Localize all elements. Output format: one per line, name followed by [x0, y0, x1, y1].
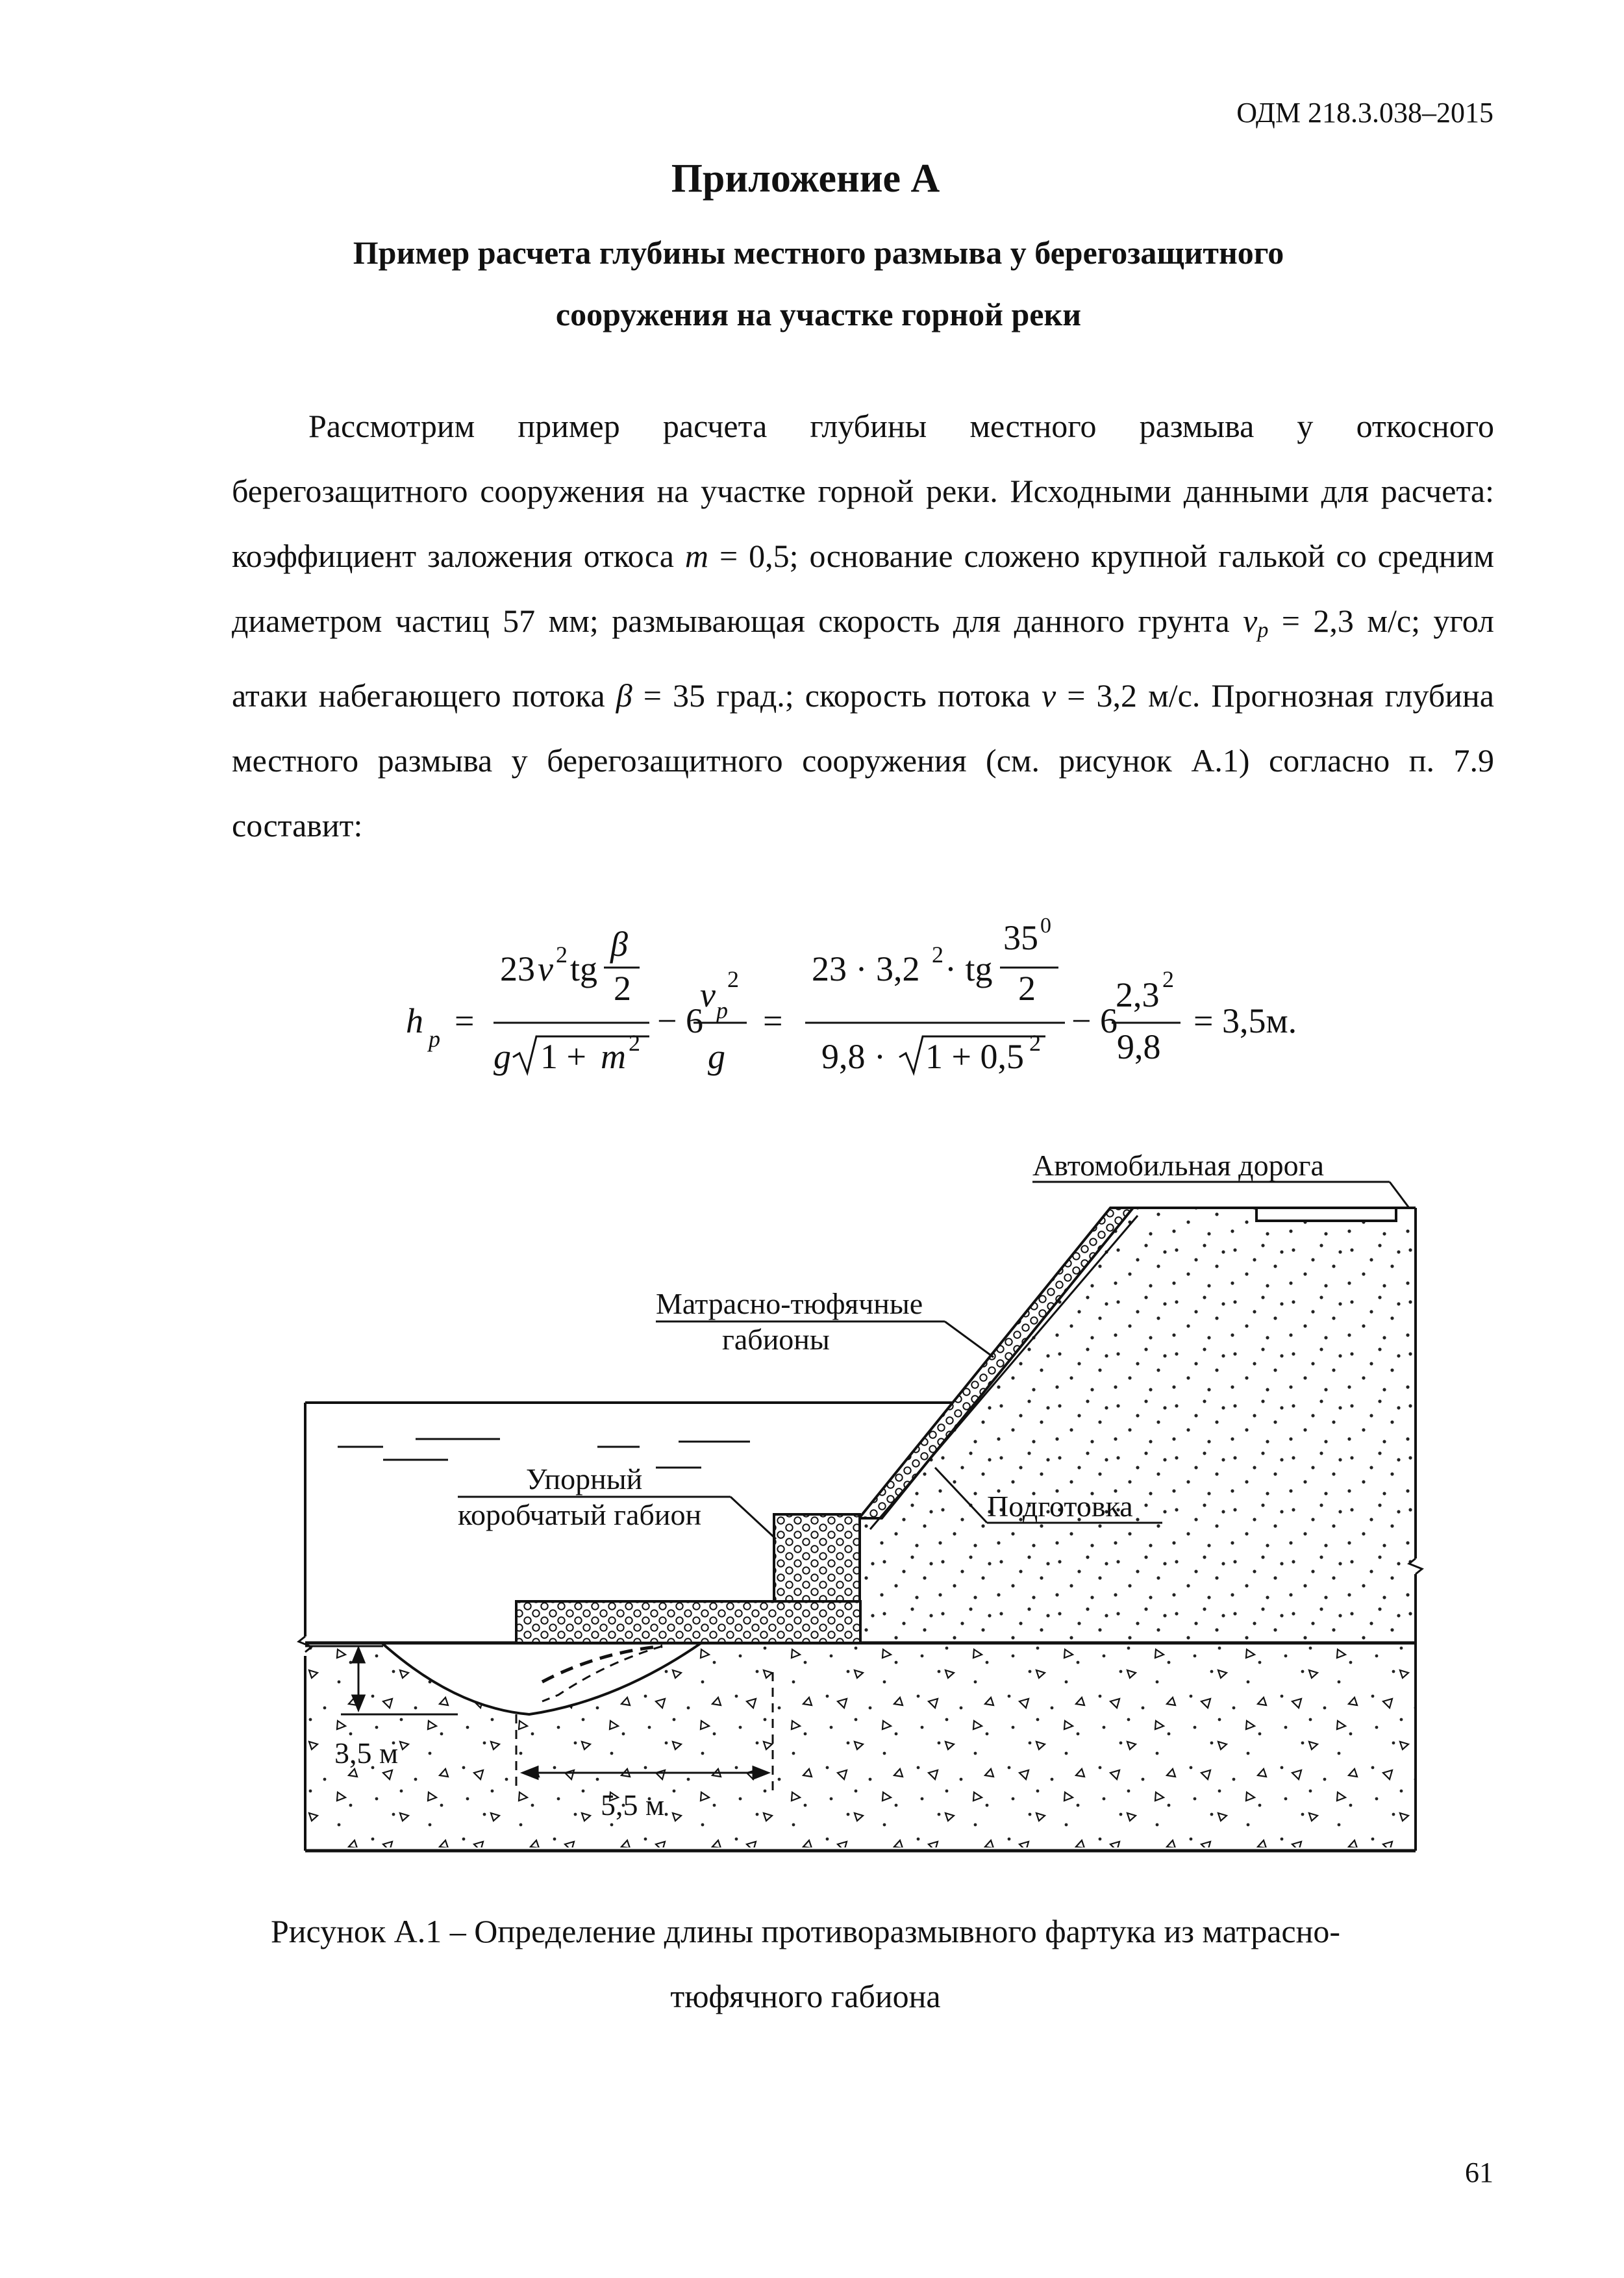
svg-text:β: β: [610, 925, 628, 964]
svg-text:p: p: [429, 1026, 440, 1052]
appendix-title: Приложение А: [671, 156, 940, 201]
svg-text:2: 2: [1162, 966, 1174, 992]
svg-text:9,8 ·: 9,8 ·: [821, 1037, 886, 1076]
svg-text:2: 2: [556, 942, 568, 968]
figure-caption-line-1: Рисунок А.1 – Определение длины противоразмывного фартука из матрасно-: [270, 1913, 1341, 1949]
svg-text:9,8: 9,8: [1117, 1027, 1161, 1066]
svg-text:m: m: [601, 1037, 626, 1076]
label-preparation: Подготовка: [987, 1490, 1133, 1523]
label-mattress-line-2: габионы: [722, 1323, 830, 1356]
svg-text:· tg: · tg: [945, 949, 993, 988]
svg-text:1 +: 1 +: [540, 1037, 586, 1076]
apron-mattress: [516, 1601, 860, 1643]
svg-text:=: =: [455, 1001, 475, 1040]
dim-depth-label: 3,5 м: [334, 1736, 399, 1770]
svg-text:tg: tg: [570, 949, 598, 988]
svg-text:1 + 0,5: 1 + 0,5: [925, 1037, 1024, 1076]
svg-text:− 6: − 6: [1071, 1001, 1118, 1040]
svg-text:=: =: [763, 1001, 783, 1040]
box-gabion: [774, 1514, 860, 1603]
figure-caption-line-2: тюфячного габиона: [670, 1978, 941, 2014]
svg-text:35: 35: [1003, 918, 1038, 957]
svg-text:23: 23: [500, 949, 535, 988]
road-surface: [1256, 1208, 1396, 1221]
figure-a1-cross-section: [0, 1149, 1611, 1903]
svg-text:p: p: [716, 997, 728, 1023]
appendix-subtitle-line-1: Пример расчета глубины местного размыва у берегозащитного: [353, 234, 1284, 271]
svg-text:g: g: [493, 1037, 511, 1076]
appendix-subtitle-line-2: сооружения на участке горной реки: [555, 296, 1082, 332]
svg-text:− 6: − 6: [657, 1001, 703, 1040]
svg-text:h: h: [406, 1001, 423, 1040]
label-mattress-line-1: Матрасно-тюфячные: [656, 1287, 923, 1320]
label-box-gabion-line-2: коробчатый габион: [458, 1498, 702, 1531]
svg-text:2,3: 2,3: [1116, 975, 1160, 1014]
svg-text:2: 2: [1018, 969, 1036, 1008]
svg-text:2: 2: [629, 1030, 640, 1056]
svg-text:2: 2: [727, 966, 739, 992]
page-number: 61: [1465, 2157, 1493, 2188]
document-code: ОДМ 218.3.038–2015: [1236, 97, 1493, 129]
svg-text:2: 2: [932, 942, 943, 968]
scour-depth-formula: [0, 903, 1611, 1097]
svg-text:v: v: [538, 949, 553, 988]
svg-text:23 · 3,2: 23 · 3,2: [812, 949, 920, 988]
label-box-gabion-line-1: Упорный: [526, 1462, 643, 1496]
body-paragraph: Рассмотрим пример расчета глубины местного размыва у откосного берегозащитного сооружения на участке горной реки. Исходными данными для расчета: коэффициент заложения откоса m = 0,5; основание сложено крупной галькой со средним диаметром частиц 57 мм; размывающая скорость для данного грунта $v_p = 2,3$ м/с; угол атаки набегающего потока β = 35 град.; скорость потока v = 3,2 м/с. Прогнозная глубина местного размыва у берегозащитного сооружения (см. рисунок А.1) согласно п. 7.9 составит:: [232, 408, 1494, 844]
svg-text:v: v: [700, 975, 716, 1014]
svg-text:0: 0: [1040, 914, 1051, 938]
svg-text:2: 2: [614, 969, 631, 1008]
label-road: Автомобильная дорога: [1032, 1149, 1324, 1182]
dim-length-label: 5,5 м: [601, 1788, 665, 1821]
svg-text:g: g: [708, 1037, 725, 1076]
svg-text:= 3,5м.: = 3,5м.: [1193, 1001, 1297, 1040]
svg-text:2: 2: [1029, 1030, 1041, 1056]
